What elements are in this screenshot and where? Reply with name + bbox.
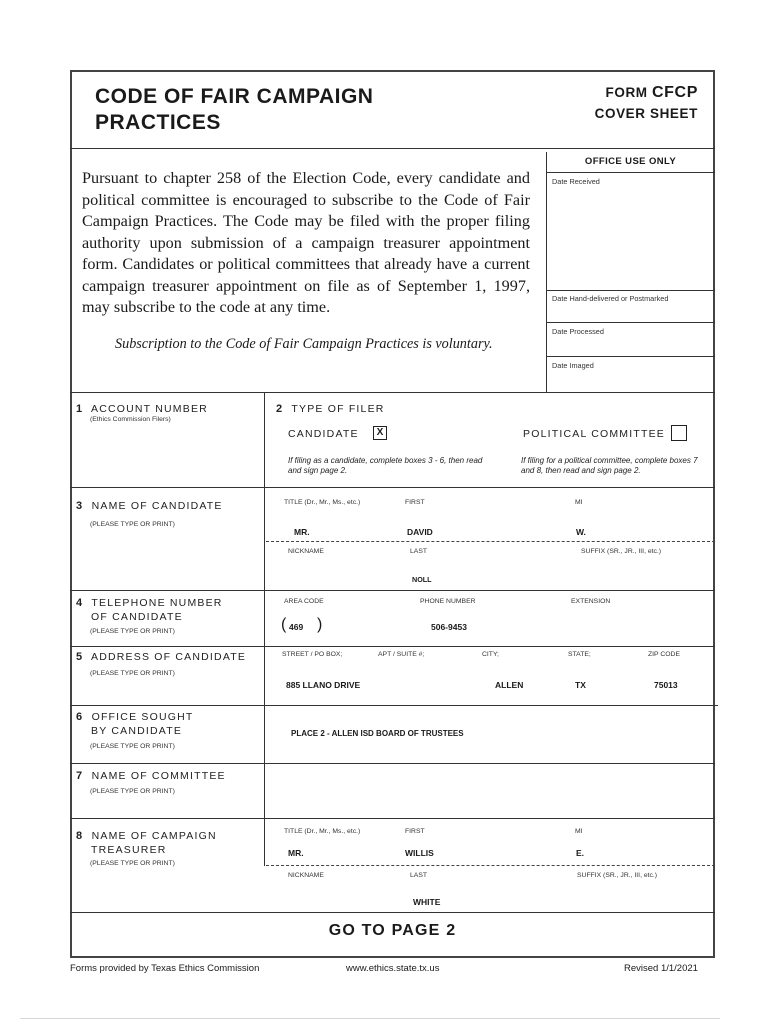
- candidate-first-value[interactable]: DAVID: [407, 527, 433, 537]
- form-title: [95, 84, 373, 136]
- section-divider: [70, 646, 715, 647]
- footer-revised: Revised 1/1/2021: [624, 963, 698, 974]
- date-received-label: Date Received: [552, 177, 600, 186]
- section3-note: (PLEASE TYPE OR PRINT): [90, 521, 175, 528]
- section-divider: [70, 705, 718, 706]
- treasurer-last-label: LAST: [410, 872, 427, 879]
- office-use-rule: [547, 172, 715, 173]
- section6-label: [76, 710, 194, 738]
- candidate-title-label: TITLE (Dr., Mr., Ms., etc.): [284, 499, 361, 506]
- treasurer-label-line1: NAME OF CAMPAIGN: [91, 830, 217, 842]
- go-to-page-2: GO TO PAGE 2: [328, 922, 457, 939]
- area-code-label: AREA CODE: [284, 598, 324, 605]
- candidate-checkbox[interactable]: X: [373, 426, 387, 440]
- apt-label: APT / SUITE #;: [378, 651, 425, 658]
- date-processed-label: Date Processed: [552, 327, 604, 336]
- candidate-mi-value[interactable]: W.: [576, 527, 586, 537]
- treasurer-first-value[interactable]: WILLIS: [405, 848, 434, 858]
- area-code-value[interactable]: 469: [289, 622, 304, 632]
- office-use-rule: [547, 322, 715, 323]
- label-column-divider: [264, 392, 265, 866]
- form-id: [520, 84, 698, 121]
- city-label: CITY;: [482, 651, 499, 658]
- section8-note: (PLEASE TYPE OR PRINT): [90, 860, 175, 867]
- section3-label: [76, 500, 223, 512]
- section-divider: [70, 487, 715, 488]
- treasurer-first-label: FIRST: [405, 828, 425, 835]
- treasurer-mi-value[interactable]: E.: [576, 848, 585, 858]
- treasurer-mi-label: MI: [575, 828, 583, 835]
- area-code-close-paren: ): [317, 616, 323, 633]
- section-divider: [70, 912, 715, 913]
- form-title-line2: PRACTICES: [95, 111, 221, 134]
- section2-number: 2: [276, 403, 284, 415]
- form-title-line1: CODE OF FAIR CAMPAIGN: [95, 85, 374, 108]
- treasurer-label-line2: TREASURER: [91, 844, 167, 856]
- committee-instructions: If filing for a political committee, complete boxes 7 and 8, then read and sign page 2.: [521, 456, 698, 475]
- treasurer-dashed-divider: [266, 865, 715, 866]
- section1-label: [76, 403, 208, 415]
- account-number-note: (Ethics Commission Filers): [90, 416, 171, 423]
- header-divider: [70, 148, 715, 149]
- section5-label: [76, 651, 246, 663]
- name-of-committee-label: NAME OF COMMITTEE: [91, 770, 226, 782]
- section7-note: (PLEASE TYPE OR PRINT): [90, 788, 175, 795]
- section8-number: 8: [76, 830, 84, 842]
- section5-note: (PLEASE TYPE OR PRINT): [90, 670, 175, 677]
- treasurer-suffix-label: SUFFIX (SR., JR., III, etc.): [577, 872, 658, 879]
- candidate-last-label: LAST: [410, 548, 427, 555]
- candidate-first-label: FIRST: [405, 499, 425, 506]
- city-value[interactable]: ALLEN: [495, 680, 524, 690]
- type-of-filer-label: TYPE OF FILER: [291, 403, 385, 415]
- section6-number: 6: [76, 711, 84, 723]
- candidate-instructions: If filing as a candidate, complete boxes 3 - 6, then read and sign page 2.: [288, 456, 483, 475]
- section5-number: 5: [76, 651, 84, 663]
- phone-number-value[interactable]: 506-9453: [431, 622, 467, 632]
- committee-checkbox[interactable]: [671, 425, 687, 441]
- candidate-suffix-label: SUFFIX (SR., JR., III, etc.): [581, 548, 662, 555]
- account-number-label: ACCOUNT NUMBER: [90, 403, 208, 415]
- section2-label: [276, 403, 385, 415]
- date-imaged-label: Date Imaged: [552, 361, 594, 370]
- footer-provided-by: Forms provided by Texas Ethics Commission: [70, 963, 260, 974]
- office-use-rule: [547, 356, 715, 357]
- office-sought-label-line1: OFFICE SOUGHT: [91, 711, 194, 723]
- name-of-candidate-label: NAME OF CANDIDATE: [91, 500, 223, 512]
- intro-paragraph: Pursuant to chapter 258 of the Election Code, every candidate and political committee is encouraged to subscribe to the Code of Fair Campaign Practices. The Code may be filed with the proper filing authority upon submission of a campaign treasurer appointment form. Candidates or political committees that already have a current campaign treasurer appointment on file as of September 1, 1997, may subscribe to the code at any time.: [82, 169, 530, 316]
- section4-note: (PLEASE TYPE OR PRINT): [90, 628, 175, 635]
- treasurer-last-value[interactable]: WHITE: [413, 897, 441, 907]
- candidate-title-value[interactable]: MR.: [294, 527, 310, 537]
- name-dashed-divider: [266, 541, 715, 542]
- treasurer-nickname-label: NICKNAME: [288, 872, 324, 879]
- zip-value[interactable]: 75013: [654, 680, 678, 690]
- cover-sheet-label: COVER SHEET: [594, 106, 698, 121]
- date-hand-delivered-label: Date Hand-delivered or Postmarked: [552, 294, 669, 303]
- street-label: STREET / PO BOX;: [282, 651, 343, 658]
- section6-note: (PLEASE TYPE OR PRINT): [90, 743, 175, 750]
- voluntary-note: Subscription to the Code of Fair Campaign Practices is voluntary.: [115, 336, 493, 352]
- address-label: ADDRESS OF CANDIDATE: [90, 651, 247, 663]
- section-divider: [70, 763, 715, 764]
- section8-label: [76, 829, 217, 857]
- section1-number: 1: [76, 403, 84, 415]
- section4-label: [76, 596, 223, 624]
- phone-number-label: PHONE NUMBER: [420, 598, 476, 605]
- street-value[interactable]: 885 LLANO DRIVE: [286, 680, 361, 690]
- section7-number: 7: [76, 770, 84, 782]
- committee-option-label: POLITICAL COMMITTEE: [523, 428, 666, 440]
- footer-website[interactable]: www.ethics.state.tx.us: [346, 963, 440, 974]
- treasurer-title-value[interactable]: MR.: [288, 848, 304, 858]
- office-sought-label-line2: BY CANDIDATE: [91, 725, 183, 737]
- section4-number: 4: [76, 597, 84, 609]
- scan-edge-line: [20, 1018, 720, 1019]
- form-code: CFCP: [652, 84, 698, 101]
- candidate-last-value[interactable]: NOLL: [412, 575, 432, 584]
- candidate-mi-label: MI: [575, 499, 583, 506]
- section-divider: [70, 590, 715, 591]
- treasurer-title-label: TITLE (Dr., Mr., Ms., etc.): [284, 828, 361, 835]
- zip-label: ZIP CODE: [648, 651, 680, 658]
- office-use-rule: [547, 290, 715, 291]
- office-sought-value[interactable]: PLACE 2 - ALLEN ISD BOARD OF TRUSTEES: [291, 729, 464, 738]
- extension-label: EXTENSION: [571, 598, 611, 605]
- telephone-label-line2: OF CANDIDATE: [91, 611, 183, 623]
- intro-divider: [70, 392, 715, 393]
- candidate-option-label: CANDIDATE: [288, 428, 359, 440]
- candidate-nickname-label: NICKNAME: [288, 548, 324, 555]
- area-code-open-paren: (: [281, 616, 287, 633]
- section-divider: [70, 818, 715, 819]
- telephone-label-line1: TELEPHONE NUMBER: [91, 597, 223, 609]
- state-label: STATE;: [568, 651, 591, 658]
- office-use-title: OFFICE USE ONLY: [584, 156, 677, 167]
- section3-number: 3: [76, 500, 84, 512]
- section7-label: [76, 770, 226, 782]
- form-label: FORM: [605, 85, 648, 100]
- state-value[interactable]: TX: [575, 680, 586, 690]
